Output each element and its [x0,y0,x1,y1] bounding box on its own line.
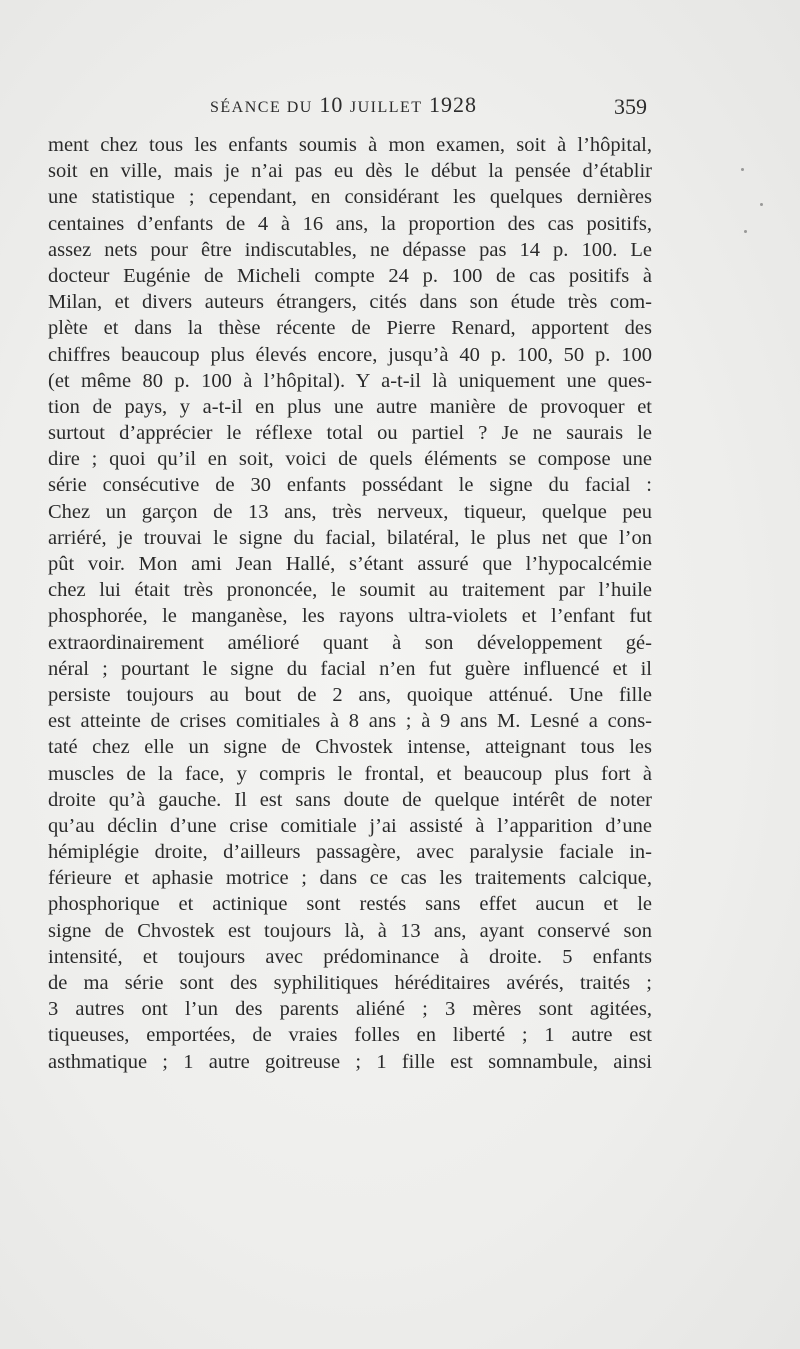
text-line: chiffres beaucoup plus élevés encore, jusqu’à 40 p. 100, 50 p. 100 [48,343,652,366]
text-line: intensité, et toujours avec prédominance à droite. 5 enfants [48,945,652,968]
page-number: 359 [614,94,647,119]
text-line: Milan, et divers auteurs étrangers, cités dans son étude très com- [48,291,652,314]
running-head-day: 10 [319,92,344,117]
running-head [210,92,477,118]
text-line: droite qu’à gauche. Il est sans doute de quelque intérêt de noter [48,788,652,811]
text-line: Chez un garçon de 13 ans, très nerveux, tiqueur, quelque peu [48,500,652,523]
text-line: persiste toujours au bout de 2 ans, quoique atténué. Une fille [48,683,652,706]
text-line: 3 autres ont l’un des parents aliéné ; 3 mères sont agitées, [48,998,652,1021]
text-line: néral ; pourtant le signe du facial n’en fut guère influencé et il [48,657,652,680]
text-line: muscles de la face, y compris le frontal, et beaucoup plus fort à [48,762,652,785]
text-line: férieure et aphasie motrice ; dans ce cas les traitements calcique, [48,867,652,890]
text-line: assez nets pour être indiscutables, ne dépasse pas 14 p. 100. Le [48,238,652,261]
text-line: surtout d’apprécier le réflexe total ou partiel ? Je ne saurais le [48,422,652,445]
running-head-month: JUILLET [349,99,423,116]
text-line: centaines d’enfants de 4 à 16 ans, la proportion des cas positifs, [48,212,652,235]
text-line: hémiplégie droite, d’ailleurs passagère, avec paralysie faciale in- [48,841,652,864]
text-line: ment chez tous les enfants soumis à mon examen, soit à l’hôpital, [48,134,652,156]
text-line: phosphorée, le manganèse, les rayons ultra-violets et l’enfant fut [48,605,652,628]
text-line: asthmatique ; 1 autre goitreuse ; 1 fille est somnambule, ainsi [48,1050,652,1073]
text-line: signe de Chvostek est toujours là, à 13 ans, ayant conservé son [48,919,652,942]
text-line: soit en ville, mais je n’ai pas eu dès le début la pensée d’établir [48,160,652,183]
text-line: pût voir. Mon ami Jean Hallé, s’étant assuré que l’hypocalcémie [48,553,652,575]
text-line: qu’au déclin d’une crise comitiale j’ai assisté à l’apparition d’une [48,814,652,837]
text-line: série consécutive de 30 enfants possédant le signe du facial : [48,474,652,497]
margin-speck [744,230,747,233]
text-line: (et même 80 p. 100 à l’hôpital). Y a-t-il là uniquement une ques- [48,369,652,392]
text-line: phosphorique et actinique sont restés sans effet aucun et le [48,893,652,916]
text-line: tiqueuses, emportées, de vraies folles en liberté ; 1 autre est [48,1024,652,1047]
margin-speck [760,203,763,206]
margin-speck [741,168,744,171]
text-line: chez lui était très prononcée, le soumit au traitement par l’huile [48,579,652,602]
text-line: plète et dans la thèse récente de Pierre Renard, apportent des [48,317,652,340]
text-line: de ma série sont des syphilitiques héréditaires avérés, traités ; [48,972,652,994]
running-head-prefix: SÉANCE DU [210,99,313,116]
text-line: tion de pays, y a-t-il en plus une autre manière de provoquer et [48,395,652,418]
running-head-year: 1928 [429,92,478,117]
text-line: dire ; quoi qu’il en soit, voici de quels éléments se compose une [48,448,652,471]
text-line: docteur Eugénie de Micheli compte 24 p. 100 de cas positifs à [48,264,652,287]
text-line: extraordinairement amélioré quant à son développement gé- [48,631,652,654]
text-line: arriéré, je trouvai le signe du facial, bilatéral, le plus net que l’on [48,526,652,549]
text-line: taté chez elle un signe de Chvostek intense, atteignant tous les [48,736,652,759]
text-line: est atteinte de crises comitiales à 8 ans ; à 9 ans M. Lesné a cons- [48,710,652,733]
body-text [48,132,652,1075]
text-line: une statistique ; cependant, en considérant les quelques dernières [48,186,652,209]
